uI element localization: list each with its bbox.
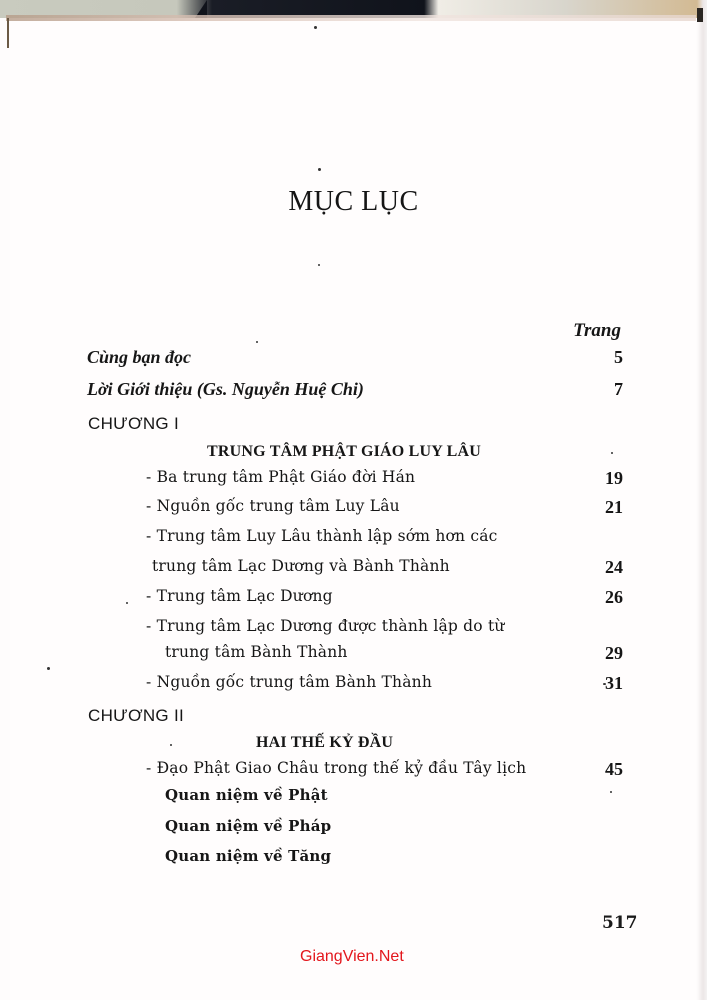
- toc-entry-row: [0, 587, 707, 611]
- toc-entry-row: [0, 817, 707, 841]
- toc-entry-label: - Nguồn gốc trung tâm Luy Lâu: [146, 497, 400, 515]
- toc-entry-label: Cùng bạn đọc: [87, 347, 192, 367]
- page-left-edge-mark: [7, 18, 9, 48]
- chapter-heading: TRUNG TÂM PHẬT GIÁO LUY LÂU: [207, 443, 482, 460]
- page-column-header: Trang: [573, 320, 621, 341]
- page-corner-shadow: [697, 8, 703, 22]
- toc-entry-page: 19: [605, 468, 623, 488]
- toc-chapter-heading: [0, 443, 707, 467]
- toc-entry-row: [0, 673, 707, 697]
- toc-entry-label: trung tâm Bành Thành: [165, 643, 348, 661]
- toc-entry-label: trung tâm Lạc Dương và Bành Thành: [152, 557, 450, 575]
- chapter-heading: HAI THẾ KỶ ĐẦU: [256, 734, 394, 751]
- toc-entry-label: Quan niệm về Phật: [165, 786, 328, 804]
- toc-entry-row: [0, 468, 707, 492]
- page-top-edge: [6, 15, 696, 21]
- toc-front-matter-row: [0, 347, 707, 371]
- scan-speck: [318, 264, 320, 266]
- toc-entry-label: Lời Giới thiệu (Gs. Nguyễn Huệ Chi): [87, 379, 364, 399]
- toc-chapter-heading: [0, 734, 707, 758]
- toc-entry-row: [0, 847, 707, 871]
- toc-entry-page: 5: [614, 347, 623, 367]
- toc-front-matter-row: [0, 379, 707, 403]
- toc-chapter-label: [0, 706, 707, 730]
- toc-entry-page: 31: [605, 673, 623, 693]
- book-page-number: 517: [602, 913, 638, 933]
- toc-entry-row: [0, 759, 707, 783]
- chapter-label: CHƯƠNG II: [88, 706, 185, 725]
- toc-title: MỤC LỤC: [288, 186, 419, 217]
- toc-entry-page: 24: [605, 557, 623, 577]
- toc-entry-page: 21: [605, 497, 623, 517]
- scan-speck: [256, 341, 258, 343]
- toc-entry-label: - Trung tâm Luy Lâu thành lập sớm hơn các: [146, 527, 498, 545]
- chapter-label: CHƯƠNG I: [88, 414, 179, 433]
- scan-speck: [318, 168, 321, 171]
- toc-entry-label: Quan niệm về Tăng: [165, 847, 332, 865]
- toc-chapter-label: [0, 414, 707, 438]
- toc-entry-row: [0, 786, 707, 810]
- toc-entry-label: - Nguồn gốc trung tâm Bành Thành: [146, 673, 433, 691]
- toc-entry-label: - Trung tâm Lạc Dương: [146, 587, 333, 605]
- toc-entry-row: [0, 557, 707, 581]
- toc-entry-label: - Trung tâm Lạc Dương được thành lập do từ: [146, 617, 505, 635]
- toc-entry-label: Quan niệm về Pháp: [165, 817, 332, 835]
- toc-entry-page: 29: [605, 643, 623, 663]
- toc-entry-label: - Đạo Phật Giao Châu trong thế kỷ đầu Tây lịch: [146, 759, 527, 777]
- watermark-link[interactable]: GiangVien.Net: [300, 948, 404, 965]
- toc-entry-row: [0, 617, 707, 641]
- scan-speck: [47, 667, 50, 670]
- toc-entry-row: [0, 497, 707, 521]
- toc-entry-label: - Ba trung tâm Phật Giáo đời Hán: [146, 468, 416, 486]
- scan-speck: [314, 26, 317, 29]
- toc-entry-page: 45: [605, 759, 623, 779]
- toc-entry-page: 26: [605, 587, 623, 607]
- toc-entry-page: 7: [614, 379, 623, 399]
- toc-entry-row: [0, 527, 707, 551]
- toc-entry-row: [0, 643, 707, 667]
